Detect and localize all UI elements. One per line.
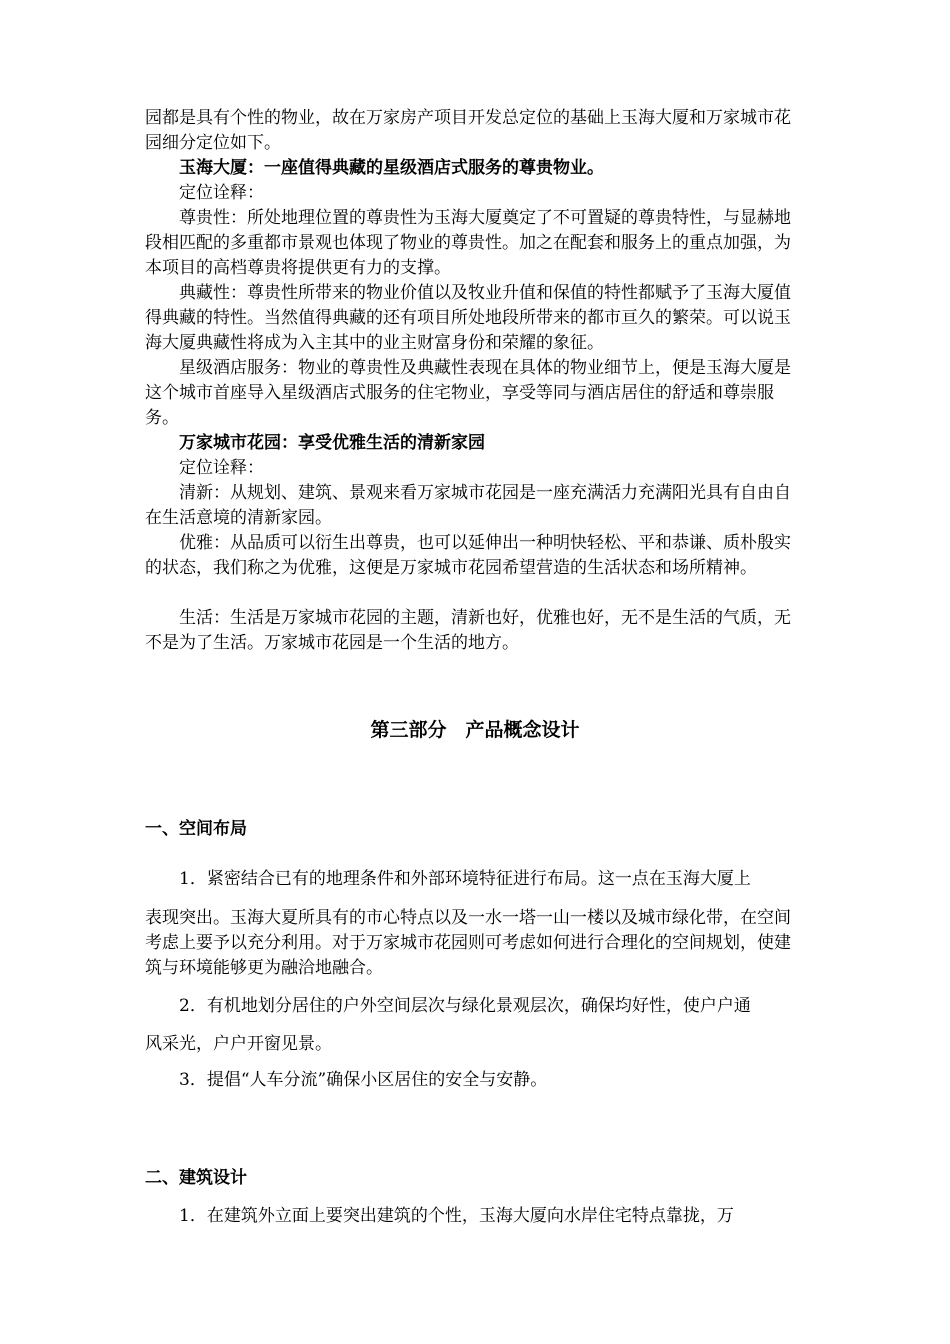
intro-paragraph: 园都是具有个性的物业，故在万家房产项目开发总定位的基础上玉海大厦和万家城市花园细分定位如下。 (145, 108, 791, 153)
section-space-layout-heading: 一、空间布局 (145, 819, 247, 839)
architecture-item-1: 1．在建筑外立面上要突出建筑的个性，玉海大厦向水岸住宅特点靠拢，万 (179, 1206, 734, 1226)
positioning-label: 定位诠释： (179, 183, 264, 203)
layout-item-3: 3．提倡“人车分流”确保小区居住的安全与安静。 (179, 1070, 548, 1090)
prestige-paragraph: 尊贵性：所处地理位置的尊贵性为玉海大厦奠定了不可置疑的尊贵特性，与显赫地段相匹配的多重都市景观也体现了物业的尊贵性。加之在配套和服务上的重点加强，为本项目的高档尊贵将提供更有力的支撑。 (145, 208, 791, 278)
layout-item-2-line: 2．有机地划分居住的户外空间层次与绿化景观层次，确保均好性，使户户通 (179, 996, 751, 1016)
yuhai-positioning-heading: 玉海大厦：一座值得典藏的星级酒店式服务的尊贵物业。 (179, 158, 604, 178)
positioning-label: 定位诠释： (179, 458, 264, 478)
elegant-paragraph: 优雅：从品质可以衍生出尊贵，也可以延伸出一种明快轻松、平和恭谦、质朴殷实的状态，我们称之为优雅，这便是万家城市花园希望营造的生活状态和场所精神。 (145, 533, 791, 578)
wanjia-positioning-heading: 万家城市花园：享受优雅生活的清新家园 (179, 433, 485, 453)
hotel-service-paragraph: 星级酒店服务：物业的尊贵性及典藏性表现在具体的物业细节上，便是玉海大厦是这个城市首座导入星级酒店式服务的住宅物业，享受等同与酒店居住的舒适和尊崇服务。 (145, 358, 791, 428)
collectible-paragraph: 典藏性：尊贵性所带来的物业价值以及牧业升值和保值的特性都赋予了玉海大厦值得典藏的特性。当然值得典藏的还有项目所处地段所带来的都市亘久的繁荣。可以说玉海大厦典藏性将成为入主其中的业主财富身份和荣耀的象征。 (145, 283, 791, 353)
fresh-paragraph: 清新：从规划、建筑、景观来看万家城市花园是一座充满活力充满阳光具有自由自在生活意境的清新家园。 (145, 483, 791, 528)
part-three-title: 第三部分 产品概念设计 (370, 719, 580, 741)
layout-item-1-line: 1．紧密结合已有的地理条件和外部环境特征进行布局。这一点在玉海大厦上 (179, 869, 751, 889)
life-paragraph: 生活：生活是万家城市花园的主题，清新也好，优雅也好，无不是生活的气质，无不是为了生活。万家城市花园是一个生活的地方。 (145, 608, 791, 653)
layout-item-1-continued: 表现突出。玉海大夏所具有的市心特点以及一水一塔一山一楼以及城市绿化带，在空间考虑上要予以充分利用。对于万家城市花园则可考虑如何进行合理化的空间规划，使建筑与环境能够更为融洽地融合。 (145, 908, 791, 978)
section-architecture-heading: 二、建筑设计 (145, 1168, 247, 1188)
layout-item-2-continued: 风采光，户户开窗见景。 (145, 1034, 332, 1054)
